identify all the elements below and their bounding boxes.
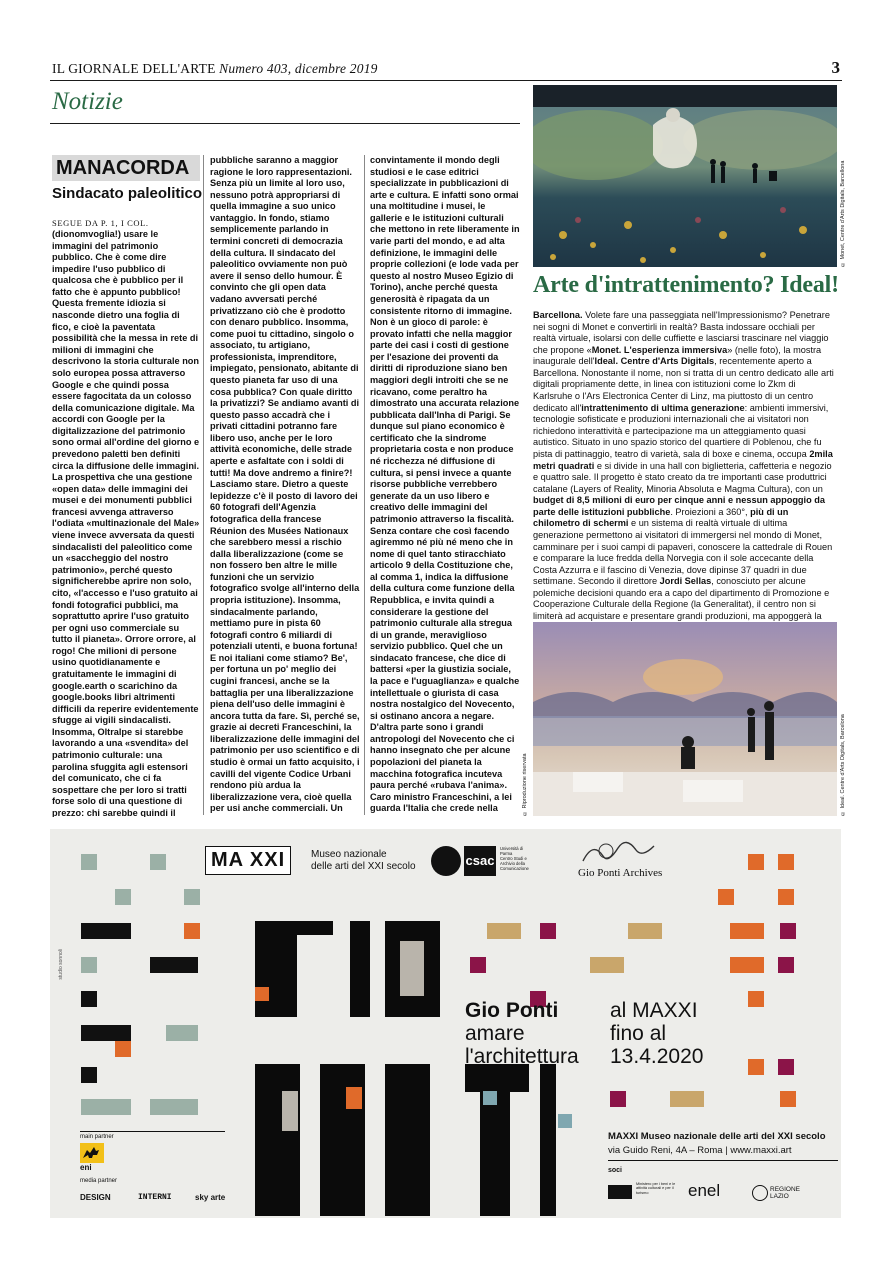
masthead-title: IL GIORNALE DELL'ARTE — [52, 61, 216, 76]
eni-logo: eni — [80, 1163, 92, 1172]
photo-2-credit: © Ideal. Centre d'Arts Digitals, Barcelona — [840, 714, 846, 816]
media-partner-label: media partner — [80, 1178, 118, 1184]
decor-square — [778, 1059, 794, 1075]
regione-emblem-icon — [752, 1185, 768, 1201]
decor-square — [81, 1099, 131, 1115]
article-body-run: e un sistema di realtà virtuale di ultima generazione permettono ai visitatori di immergersi nel mondo di Monet, camminare per i suoi campi di papaveri, conoscere la cattedrale di Rouen e comparare la luce fredda della Norvegia con il sole accecante della Costa Azzurra e il fascino di Venezia, dove dipinse 37 quadri in due settimane. Secondo il direttore — [533, 518, 833, 587]
headline-amare: amare — [465, 1022, 525, 1045]
article-body-run: Volete fare una passeggiata nell'Impressionismo? Penetrare nei sogni di Monet e convertirli in realtà? Basta indossare occhiali per realtà virtuale, isolarsi con delle cuffiette e lasciarsi trascinare nel viaggio che propone « — [533, 310, 830, 355]
big-letter — [480, 1064, 510, 1216]
column-1-text: (dionomvoglia!) usare le immagini del patrimonio pubblico. Che è come dire impedire l'uso pubblico di qualcosa che è pubblico per il fatto che è appunto pubblico! Questa fremente idiozia si nasconde dietro una foglia di fico, e cioè la paventata possibilità che la messa in rete di milioni di immagini che descrivono la storia culturale non solo europea possa attraverso Google e che quindi possa essere fagocitata da un colosso della comunicazione digitale. Ma accordi con Google per la digitalizzazione del patrimonio sono ormai all'ordine del giorno e prevedono paletti ben definiti circa la diffusione delle immagini. La prospettiva che una gestione «open data» delle immagini dei musei e dei monumenti pubblici francesi avvenga attraverso l'odiata «multinazionale del Male» viene invece avversata da questi sindacalisti del paleolitico come un «saccheggio del nostro patrimonio», perché questo significherebbe aprire non solo, cito, «l'accesso e l'uso gratuito ai fondi fotografici pubblici, ma soprattutto aprire l'uso gratuito per ogni uso commerciale su tutto il pianeta». Orrore orrore, al rogo! Che milioni di persone usino quotidianamente e gratuitamente le immagini di google.earth o scarichino da google.books libri altrimenti difficili da reperire evidentemente sfugge ai vigili sindacalisti. Insomma, Oltralpe si starebbe lavorando a una «svendita» del patrimonio culturale: una parolina sfuggita agli estensori del comunicato, che ci fa sospettare che per loro si tratti forse solo di una questione di prezzo: chi sarebbe quindi il — [52, 229, 200, 817]
decor-square — [780, 1091, 796, 1107]
page-number: 3 — [831, 58, 840, 77]
maxxi-line-2: delle arti del XXI secolo — [311, 861, 416, 872]
article-body-run: e si divide in una hall con biglietteria, caffetteria e negozio e quattro sale. Il progetto è stato creato da tre importanti case produttrici catalane (Layers of Reality, Minoria Absoluta e Magma Cultura), con un — [533, 460, 832, 494]
issue-info: Numero 403, dicembre 2019 — [219, 61, 378, 76]
decor-square — [81, 854, 97, 870]
decor-square — [184, 889, 200, 905]
decor-square — [282, 1091, 298, 1131]
csac-logo: csac — [464, 846, 496, 876]
article-body-run: : ambienti immersivi, tecnologie sofisticate e produzioni internazionali che ai visitatori non richiedono interattività e partecipazione ma un atteggiamento quasi autistico. Situato in uno spazio storico del quartiere di Poblenou, che fu pista di pattinaggio, teatro di varietà, sala di boxe e cinema, occupa — [533, 402, 829, 459]
maxxi-name — [311, 849, 416, 873]
decor-square — [610, 1091, 626, 1107]
maxxi-logo-text: MA XXI — [211, 849, 286, 871]
enel-logo: enel — [688, 1181, 721, 1200]
decor-square — [150, 957, 198, 973]
where-fino: fino al — [610, 1022, 667, 1045]
decor-square — [81, 1025, 131, 1041]
column-divider — [364, 155, 365, 815]
decor-square — [780, 923, 796, 939]
eni-dog-icon — [80, 1143, 104, 1163]
decor-square — [483, 1091, 497, 1105]
regione-logo: REGIONE LAZIO — [770, 1186, 800, 1200]
article-body-bold-run: più di un chilometro di schermi — [533, 506, 789, 529]
main-partner-label: main partner — [80, 1134, 114, 1140]
decor-square — [540, 923, 556, 939]
masthead — [52, 61, 378, 77]
headline-gio-ponti: Gio Ponti — [465, 999, 559, 1022]
ministry-emblem-icon — [608, 1185, 632, 1199]
decor-square — [81, 957, 97, 973]
decor-square — [81, 923, 131, 939]
article-body-run: , conosciuto per alcune polemiche decisioni quando era a capo del dipartimento di Promozione e Cooperazione Culturale della Regione (la Generalitat), il centro non si limiterà ad acquistare e presentare grandi produzioni, ma appoggerà la — [533, 576, 830, 622]
big-letter — [255, 1064, 300, 1216]
big-letter — [385, 1064, 430, 1216]
big-letter — [540, 1064, 556, 1216]
exhibition-dates — [610, 999, 703, 1068]
address-line: via Guido Reni, 4A – Roma | www.maxxi.art — [608, 1145, 792, 1156]
maxxi-logo — [205, 846, 291, 875]
decor-square — [748, 854, 764, 870]
article-body-bold-run: 2mila metri quadrati — [533, 448, 833, 471]
article-body-run: » (nelle foto), la mostra inaugurale dell' — [533, 344, 822, 367]
photo-1-credit: © Monet, Centre d'Arts Digitals, Barcellona — [840, 160, 846, 267]
decor-square — [670, 1091, 704, 1107]
university-seal-icon — [431, 846, 461, 876]
decor-square — [81, 1067, 97, 1083]
decor-square — [346, 1087, 362, 1109]
decor-square — [166, 1025, 198, 1041]
decor-square — [115, 889, 131, 905]
address-title: MAXXI Museo nazionale delle arti del XXI secolo — [608, 1131, 826, 1142]
monet-photo-water-lilies — [533, 85, 837, 267]
big-letter — [255, 921, 333, 935]
decor-square — [778, 854, 794, 870]
exhibition-headline — [465, 999, 579, 1068]
article-body-bold-run: Monet. L'esperienza immersiva — [591, 344, 728, 355]
decor-square — [628, 923, 662, 939]
article-column-2 — [210, 155, 360, 815]
media-partner-design: DESIGN — [80, 1193, 111, 1202]
article-body-bold-run: Ideal. Centre d'Arts Digitals — [594, 356, 715, 367]
article-column-1 — [52, 229, 200, 817]
decor-square — [718, 889, 734, 905]
media-partner-interni: INTERNI — [138, 1193, 172, 1202]
header-rule — [50, 80, 842, 81]
decor-square — [81, 991, 97, 1007]
article-body-bold-run: budget di 8,5 milioni di euro per cinque anni e nessun appoggio da parte delle istituzioni pubbliche — [533, 495, 825, 517]
article-body-bold-run: intrattenimento di ultima generazione — [581, 402, 745, 413]
article-body-bold-run: Jordi Sellas — [659, 576, 712, 587]
article-subhead: Sindacato paleolitico — [52, 185, 203, 202]
big-letter — [350, 921, 370, 1017]
article-title: Arte d'intrattenimento? Ideal! — [533, 272, 839, 298]
column-3-text: convintamente il mondo degli studiosi e le case editrici specializzate in pubblicazioni di arte e cultura. E infatti sono ormai una moltitudine i musei, le gallerie e le istituzioni culturali che mettono in rete liberamente in varie parti del mondo, e ad alta definizione, le immagini delle proprie collezioni (e lode vada per questo al nostro Museo Egizio di Torino), anche perché questa generosità è ripagata da un consistente ritorno di immagine. Non è un gioco di parole: è provato infatti che nella maggior parte dei casi i costi di gestione per l'esazione dei proventi da diritti di riproduzione siano ben maggiori degli introiti che se ne ricavano, come peraltro ha dimostrato una accurata relazione pubblicata dall'Inha di Parigi. Se dunque sul piano economico è certificato che la sindrome proprietaria costa e non produce né ricchezza né diffusione di cultura, si pensi invece a quante risorse pubbliche verrebbero generate da un uso libero e creativo delle immagini del patrimonio attraverso la fiscalità. Senza contare che così facendo agiremmo né più né meno che in nome di quel tanto stiracchiato articolo 9 della Costituzione che, al comma 1, indica la diffusione della cultura come funzione della Repubblica, e invita quindi a considerare la gestione del patrimonio culturale alla stregua di un grande, meraviglioso servizio pubblico. Quel che un sindacato francese, che dice di battersi «per la giustizia sociale, la pace e l'uguaglianza» e qualche intellettuale o giurista di casa nostra nostalgico del Novecento, si ostinano ancora a negare. D'altra parte sono i grandi antropologi del Novecento che ci hanno insegnato che per alcune popolazioni del pianeta la macchina fotografica incuteva paura perché «rubava l'anima». Caro ministro Franceschini, a lei guarda l'Italia che crede nella — [370, 155, 520, 814]
decor-square — [748, 991, 764, 1007]
decor-square — [730, 923, 764, 939]
continued-line: SEGUE DA P. 1, I COL. — [52, 218, 149, 228]
gio-ponti-archives: Gio Ponti Archives — [578, 867, 663, 879]
decor-square — [184, 923, 200, 939]
article-column-3 — [370, 155, 520, 815]
decor-square — [400, 941, 424, 996]
decor-square — [748, 1059, 764, 1075]
maxxi-line-1: Museo nazionale — [311, 849, 387, 860]
decor-square — [470, 957, 486, 973]
csac-text — [500, 846, 536, 871]
article-body-bold-run: Barcellona. — [533, 310, 583, 320]
headline-architettura: l'architettura — [465, 1045, 579, 1068]
section-title: Notizie — [52, 88, 123, 115]
where-date: 13.4.2020 — [610, 1045, 704, 1068]
ministry-name: Ministero per i beni e le attività culturali e per il turismo — [636, 1182, 676, 1195]
column-2-text: pubbliche saranno a maggior ragione le loro rappresentazioni. Senza più un limite al loro uso, nessuno potrà appropriarsi di quella immagine a suo unico vantaggio. In fondo, stiamo semplicemente parlando in termini concreti di democrazia della cultura. Il sindacato del paleolitico ovviamente non può avere il senso dello humour. È convinto che gli open data vadano avversati perché privatizzano ciò che è prodotto con denaro pubblico. Insomma, come puoi tu cittadino, singolo o associato, tu artigiano, professionista, imprenditore, impiegato, pensionato, abitante di questo pianeta far uso di una cosa pubblica? Con quale diritto la privatizzi? Se andiamo avanti di questo passo accadrà che i privati cittadini potranno fare libero uso, anche per le loro attività economiche, delle strade aperte e asfaltate con i soldi di tutti! Ma dove andremo a finire?! Lasciamo stare. Dietro a queste lepidezze c'è il posto di lavoro dei 60 fotografi dell'Agenzia fotografica della francese Réunion des Musées Nationaux che sarebbero messi a rischio dalla liberalizzazione (come se non fossero ben altre le mille funzioni che un servizio fotografico svolge all'interno della propria istituzione). Insomma, sindacalmente parlando, mettiamo pure in pista 60 fotografi contro 6 miliardi di potenziali utenti, e buona fortuna! E noi italiani come stiamo? Be', per fortuna un po' meglio dei cugini francesi, anche se la battaglia per una liberalizzazione piena dell'uso delle immagini è ancora tutta da fare. Sì, perché se, grazie ai decreti Franceschini, la liberalizzazione delle immagini del patrimonio per uso scientifico e di studio è ormai un fatto acquisito, i cavilli del vigente Codice Urbani rendono più ardua la liberalizzazione vera, cioè quella per usi anche commerciali. Un — [210, 155, 360, 814]
studio-credit: studio sonnoli — [58, 949, 64, 980]
article-body-run: . Proiezioni a 360°, — [670, 506, 751, 517]
address-rule — [608, 1160, 838, 1161]
decor-square — [150, 854, 166, 870]
where-maxxi: al MAXXI — [610, 999, 698, 1022]
gio-ponti-advertisement — [50, 829, 841, 1218]
article-body — [533, 310, 837, 669]
decor-square — [150, 1099, 198, 1115]
decor-square — [487, 923, 521, 939]
decor-square — [590, 957, 624, 973]
decor-square — [255, 987, 269, 1001]
column-divider — [203, 155, 204, 815]
section-rule — [50, 123, 520, 124]
partner-rule — [80, 1131, 225, 1132]
decor-square — [730, 957, 764, 973]
decor-square — [778, 957, 794, 973]
decor-square — [115, 1041, 131, 1057]
big-letter — [255, 921, 297, 1017]
article-kicker: MANACORDA — [52, 155, 200, 181]
decor-square — [778, 889, 794, 905]
reproduction-credit: © Riproduzione riservata — [522, 753, 528, 816]
csac-description: Centro Studi e Archivio della Comunicazione — [500, 856, 529, 871]
media-partner-skyarte: sky arte — [195, 1193, 226, 1202]
monet-photo-bridge — [533, 622, 837, 816]
article-body-run: , recentemente aperto a Barcellona. Nonostante il nome, non si tratta di un centro dedicato alle arti digitali propriamente dette, in linea con istituzioni come lo Zkm di Karlsruhe o l'Ars Electronica Center di Linz, ma piuttosto di un centro dedicato all' — [533, 356, 834, 413]
decor-square — [558, 1114, 572, 1128]
soci-label: soci — [608, 1167, 623, 1174]
csac-university: Università di Parma — [500, 846, 524, 856]
